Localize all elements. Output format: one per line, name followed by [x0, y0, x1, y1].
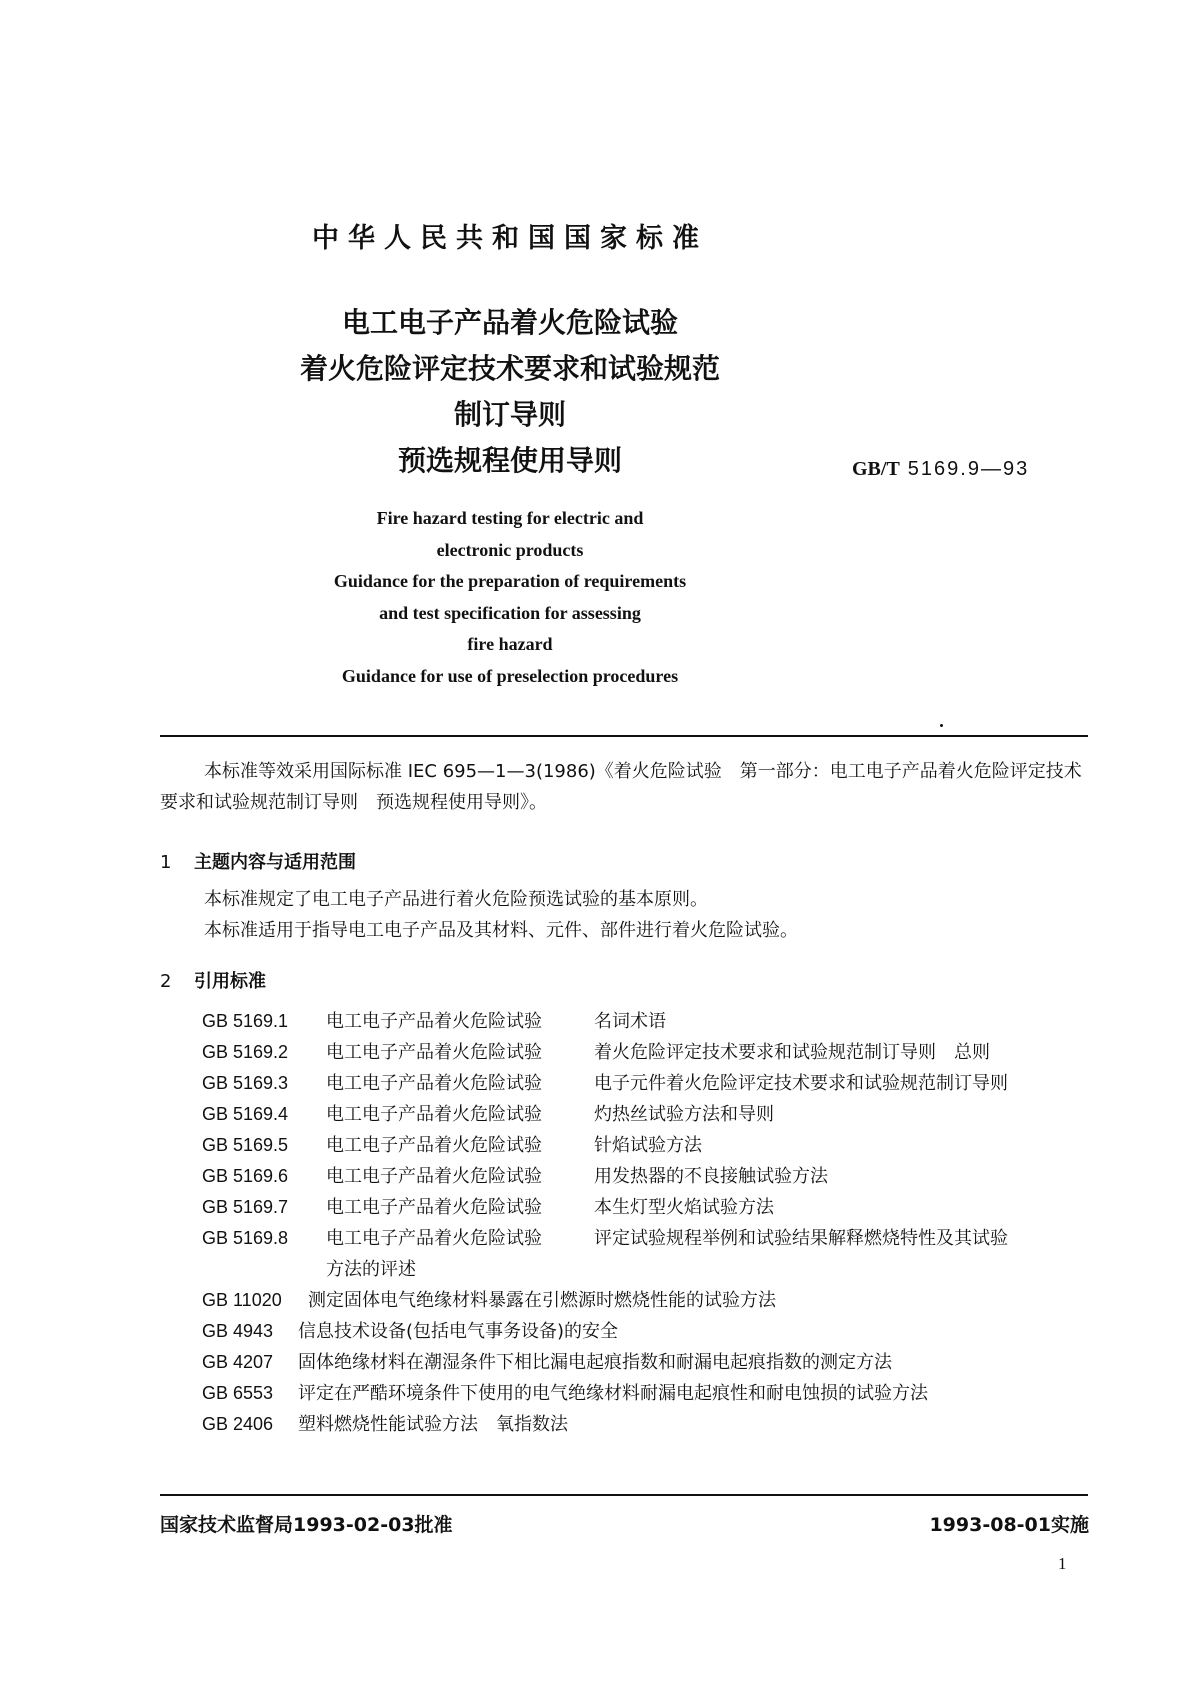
ref-title: 电工电子产品着火危险试验: [326, 1011, 542, 1032]
en-title-line: and test specification for assessing: [379, 602, 641, 623]
reference-item: [202, 1223, 1092, 1285]
page-number: 1: [1058, 1554, 1067, 1573]
ref-code: GB 5169.8: [202, 1228, 289, 1248]
ref-code: GB 2406: [202, 1414, 274, 1434]
en-title-line: electronic products: [436, 539, 584, 560]
paragraph: 本标准规定了电工电子产品进行着火危险预选试验的基本原则。: [204, 889, 708, 910]
ref-title: 电工电子产品着火危险试验: [326, 1228, 542, 1249]
reference-item: [202, 1347, 1092, 1378]
ref-subtitle: 评定试验规程举例和试验结果解释燃烧特性及其试验: [594, 1228, 1008, 1249]
ref-code: GB 5169.1: [202, 1011, 289, 1031]
approval-date: 国家技术监督局1993-02-03批准: [160, 1514, 453, 1536]
ref-title: 信息技术设备(包括电气事务设备)的安全: [298, 1321, 619, 1342]
section-1-heading: [160, 848, 356, 874]
scan-dot: [940, 724, 943, 727]
ref-title: 固体绝缘材料在潮湿条件下相比漏电起痕指数和耐漏电起痕指数的测定方法: [298, 1352, 892, 1373]
cn-title-line: 电工电子产品着火危险试验: [341, 306, 678, 339]
reference-item: [202, 1409, 1092, 1440]
en-title-line: Fire hazard testing for electric and: [376, 508, 644, 528]
ref-title: 塑料燃烧性能试验方法 氧指数法: [298, 1414, 568, 1435]
ref-title: 电工电子产品着火危险试验: [326, 1166, 542, 1187]
reference-item: [202, 1099, 1092, 1130]
reference-item: [202, 1285, 1092, 1316]
ref-title: 电工电子产品着火危险试验: [326, 1073, 542, 1094]
reference-item: [202, 1192, 1092, 1223]
en-title-line: Guidance for the preparation of requirements: [333, 571, 687, 591]
reference-item: [202, 1316, 1092, 1347]
reference-item: [202, 1161, 1092, 1192]
ref-title: 电工电子产品着火危险试验: [326, 1042, 542, 1063]
bottom-divider: [160, 1494, 1088, 1496]
reference-list: [202, 1006, 1092, 1440]
ref-code: GB 5169.5: [202, 1135, 289, 1155]
reference-item: [202, 1130, 1092, 1161]
section-title: 引用标准: [194, 971, 266, 992]
en-title-line: Guidance for use of preselection procedures: [341, 665, 679, 686]
en-title-line: fire hazard: [467, 634, 553, 654]
ref-subtitle: 灼热丝试验方法和导则: [594, 1104, 774, 1125]
chinese-title: [0, 300, 1020, 484]
ref-code: GB 5169.3: [202, 1073, 289, 1093]
cn-title-line: 制订导则: [453, 398, 566, 431]
ref-code: GB 4943: [202, 1321, 274, 1341]
ref-title: 电工电子产品着火危险试验: [326, 1104, 542, 1125]
reference-item: [202, 1068, 1092, 1099]
section-number: 2: [160, 971, 172, 992]
ref-subtitle: 名词术语: [594, 1011, 666, 1032]
ref-code: GB 5169.2: [202, 1042, 289, 1062]
ref-code: GB 11020: [202, 1290, 282, 1310]
ref-subtitle: 本生灯型火焰试验方法: [594, 1197, 774, 1218]
standard-code: [852, 458, 1029, 481]
section-number: 1: [160, 852, 172, 873]
english-title: [0, 503, 1020, 692]
intro-paragraph: 本标准等效采用国际标准 IEC 695—1—3(1986)《着火危险试验 第一部分：电工电子产品着火危险评定技术要求和试验规范制订导则 预选规程使用导则》。: [160, 761, 1082, 813]
ref-subtitle-continued: 方法的评述: [326, 1259, 416, 1280]
standard-prefix: GB/T: [852, 458, 900, 480]
national-standard-heading: 中华人民共和国国家标准: [312, 223, 708, 254]
paragraph: 本标准适用于指导电工电子产品及其材料、元件、部件进行着火危险试验。: [204, 920, 798, 941]
cn-title-line: 预选规程使用导则: [397, 444, 622, 477]
standard-number: 5169.9—93: [907, 458, 1030, 480]
ref-code: GB 4207: [202, 1352, 274, 1372]
ref-subtitle: 电子元件着火危险评定技术要求和试验规范制订导则: [594, 1073, 1008, 1094]
ref-subtitle: 着火危险评定技术要求和试验规范制订导则 总则: [594, 1042, 990, 1063]
top-divider: [160, 735, 1088, 737]
section-2-heading: [160, 967, 266, 993]
ref-title: 电工电子产品着火危险试验: [326, 1135, 542, 1156]
ref-title: 评定在严酷环境条件下使用的电气绝缘材料耐漏电起痕性和耐电蚀损的试验方法: [298, 1383, 928, 1404]
cn-title-line: 着火危险评定技术要求和试验规范: [299, 352, 720, 385]
ref-subtitle: 针焰试验方法: [594, 1135, 702, 1156]
reference-item: [202, 1378, 1092, 1409]
reference-item: [202, 1006, 1092, 1037]
ref-code: GB 5169.6: [202, 1166, 289, 1186]
section-title: 主题内容与适用范围: [194, 852, 356, 873]
ref-code: GB 5169.4: [202, 1104, 289, 1124]
section-1-body: [204, 884, 798, 946]
ref-title: 测定固体电气绝缘材料暴露在引燃源时燃烧性能的试验方法: [308, 1290, 776, 1311]
ref-title: 电工电子产品着火危险试验: [326, 1197, 542, 1218]
ref-subtitle: 用发热器的不良接触试验方法: [594, 1166, 828, 1187]
effective-date: 1993-08-01实施: [929, 1514, 1089, 1536]
ref-code: GB 5169.7: [202, 1197, 289, 1217]
ref-code: GB 6553: [202, 1383, 274, 1403]
reference-item: [202, 1037, 1092, 1068]
